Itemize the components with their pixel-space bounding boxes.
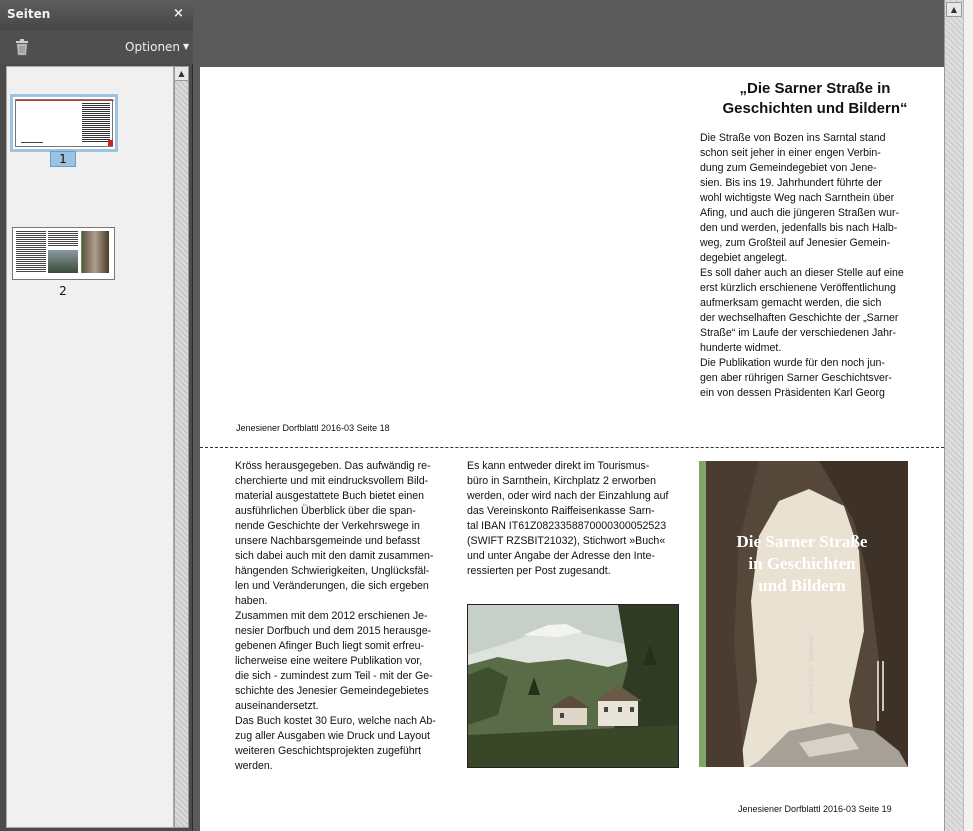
book-cover-illustration	[699, 461, 908, 767]
pages-panel-toolbar	[0, 30, 193, 64]
scroll-up-arrow-icon[interactable]: ▲	[175, 67, 188, 81]
page-thumbnail-label-2[interactable]: 2	[59, 284, 67, 298]
text-line: büro in Sarnthein, Kirchplatz 2 erworben	[467, 475, 657, 487]
thumbnail-rule	[16, 100, 114, 101]
text-line: Straße“ im Laufe der verschiedenen Jahr-	[700, 327, 897, 339]
close-icon[interactable]: ×	[173, 6, 184, 21]
page-footer-18: Jenesiener Dorfblattl 2016-03 Seite 18	[236, 423, 390, 433]
article-column-page19-right	[467, 459, 679, 579]
article-column-page19-left	[235, 459, 447, 774]
text-line: cherchierte und mit eindrucksvollem Bild-	[235, 475, 429, 487]
page-thumbnail-2[interactable]	[12, 227, 115, 280]
thumbnail-page-preview	[15, 99, 113, 147]
text-line: Die Straße von Bozen ins Sarntal stand	[700, 132, 886, 144]
text-line: schichte des Jenesier Gemeindegebietes	[235, 685, 429, 697]
page-thumbnail-label-1[interactable]: 1	[50, 151, 76, 167]
pages-panel	[0, 0, 193, 831]
book-cover-title-line: und Bildern	[758, 576, 846, 595]
book-cover-title	[717, 531, 887, 597]
text-line: unsere Nachbarsgemeinde und befasst	[235, 535, 420, 547]
text-line: nesier Dorfbuch und dem 2015 herausge-	[235, 625, 432, 637]
thumbnail-text-block	[16, 231, 46, 273]
thumbnail-footer	[21, 142, 43, 143]
thumbnail-scrollbar[interactable]	[174, 66, 189, 828]
book-cover-image	[699, 461, 908, 767]
text-line: material ausgestattete Buch bietet einen	[235, 490, 425, 502]
options-label: Optionen	[125, 40, 181, 54]
text-line: gebenen Afinger Buch liegt somit erfreu-	[235, 640, 425, 652]
thumbnail-cover	[81, 231, 109, 273]
text-line: zug aller Ausgaben wie Druck und Layout	[235, 730, 430, 742]
document-page	[200, 67, 944, 831]
text-line: Zusammen mit dem 2012 erschienen Je-	[235, 610, 428, 622]
text-line: ein von dessen Präsidenten Karl Georg	[700, 387, 885, 399]
pages-panel-title: Seiten	[7, 7, 51, 21]
text-line: gen aber rührigen Sarner Geschichtsver-	[700, 372, 892, 384]
historic-photo-illustration	[468, 605, 679, 768]
trash-icon[interactable]	[13, 38, 31, 56]
text-line: werden.	[235, 760, 273, 772]
text-line: weiteren Geschichtsprojekten zugeführt	[235, 745, 422, 757]
text-line: hängenden Schwierigkeiten, Unglücksfäl-	[235, 565, 430, 577]
thumbnail-photo	[48, 250, 78, 273]
text-line: sien. Bis ins 19. Jahrhundert führte der	[700, 177, 882, 189]
text-line: wohl wichtigste Weg nach Sarnthein über	[700, 192, 895, 204]
article-title-line-1: „Die Sarner Straße in	[739, 80, 891, 97]
options-menu-button[interactable]	[125, 40, 189, 54]
text-line: haben.	[235, 595, 268, 607]
article-title-line-2: Geschichten und Bildern“	[722, 100, 908, 117]
text-line: Das Buch kostet 30 Euro, welche nach Ab-	[235, 715, 436, 727]
text-line: erst kürzlich erschienene Veröffentlichung	[700, 282, 896, 294]
book-cover-title-line: in Geschichten	[748, 554, 856, 573]
text-line: Afing, und auch die jüngeren Straßen wur-	[700, 207, 900, 219]
thumbnail-list[interactable]	[6, 66, 174, 828]
text-line: hunderte widmet.	[700, 342, 782, 354]
text-line: weg, zum Großteil auf Jenesier Gemein-	[700, 237, 891, 249]
thumbnail-text-block	[48, 231, 78, 247]
book-cover-title-line: Die Sarner Straße	[736, 532, 868, 551]
text-line: tal IBAN IT61Z0823358870000300052523	[467, 520, 667, 532]
text-line: und unter Angabe der Adresse den Inte-	[467, 550, 655, 562]
text-line: Die Publikation wurde für den noch jun-	[700, 357, 885, 369]
text-line: nende Geschichte der Verkehrswege in	[235, 520, 420, 532]
text-line: werden, oder wird nach der Einzahlung auf	[467, 490, 669, 502]
book-cover-spine-text: Karl Georg Kröss · Sarnthein	[809, 635, 815, 713]
text-line: dung zum Gemeindegebiet von Jene-	[700, 162, 877, 174]
text-line: Es soll daher auch an dieser Stelle auf eine	[700, 267, 904, 279]
text-line: aufmerksam gemacht werden, die sich	[700, 297, 882, 309]
text-line: die sich - zumindest zum Teil - mit der Ge-	[235, 670, 433, 682]
text-line: Es kann entweder direkt im Tourismus-	[467, 460, 650, 472]
text-line: ressierten per Post zugesandt.	[467, 565, 611, 577]
text-line: das Vereinskonto Raiffeisenkasse Sarn-	[467, 505, 655, 517]
text-line: Kröss herausgegeben. Das aufwändig re-	[235, 460, 431, 472]
pages-panel-header	[0, 0, 193, 30]
text-line: auseinandersetzt.	[235, 700, 319, 712]
text-line: degebiet angelegt.	[700, 252, 788, 264]
article-column-page18	[700, 131, 910, 401]
document-view[interactable]	[194, 0, 944, 831]
text-line: ausführlichen Überblick über die span-	[235, 505, 416, 517]
thumbnail-text-block	[82, 103, 110, 143]
text-line: licherweise eine weitere Publikation vor,	[235, 655, 423, 667]
text-line: den und werden, jedenfalls bis nach Halb-	[700, 222, 898, 234]
text-line: (SWIFT RZSBIT21032), Stichwort »Buch«	[467, 535, 666, 547]
text-line: len und Veränderungen, die sich ergeben	[235, 580, 429, 592]
document-scrollbar[interactable]	[944, 0, 963, 831]
thumbnail-marker	[108, 140, 113, 146]
adjacent-window-edge	[963, 0, 973, 831]
scroll-up-arrow-icon[interactable]: ▲	[946, 2, 962, 17]
thumbnail-cover-edge	[81, 231, 82, 273]
page-footer-19: Jenesiener Dorfblattl 2016-03 Seite 19	[738, 804, 892, 814]
page-break-divider	[200, 447, 944, 448]
text-line: schon seit jeher in einer engen Verbin-	[700, 147, 881, 159]
chevron-down-icon: ▼	[183, 42, 190, 51]
article-title	[700, 79, 930, 119]
historic-photo	[467, 604, 679, 768]
text-line: sich dabei auch mit den damit zusammen-	[235, 550, 434, 562]
text-line: der wechselhaften Geschichte der „Sarner	[700, 312, 899, 324]
page-thumbnail-1[interactable]	[10, 94, 118, 152]
